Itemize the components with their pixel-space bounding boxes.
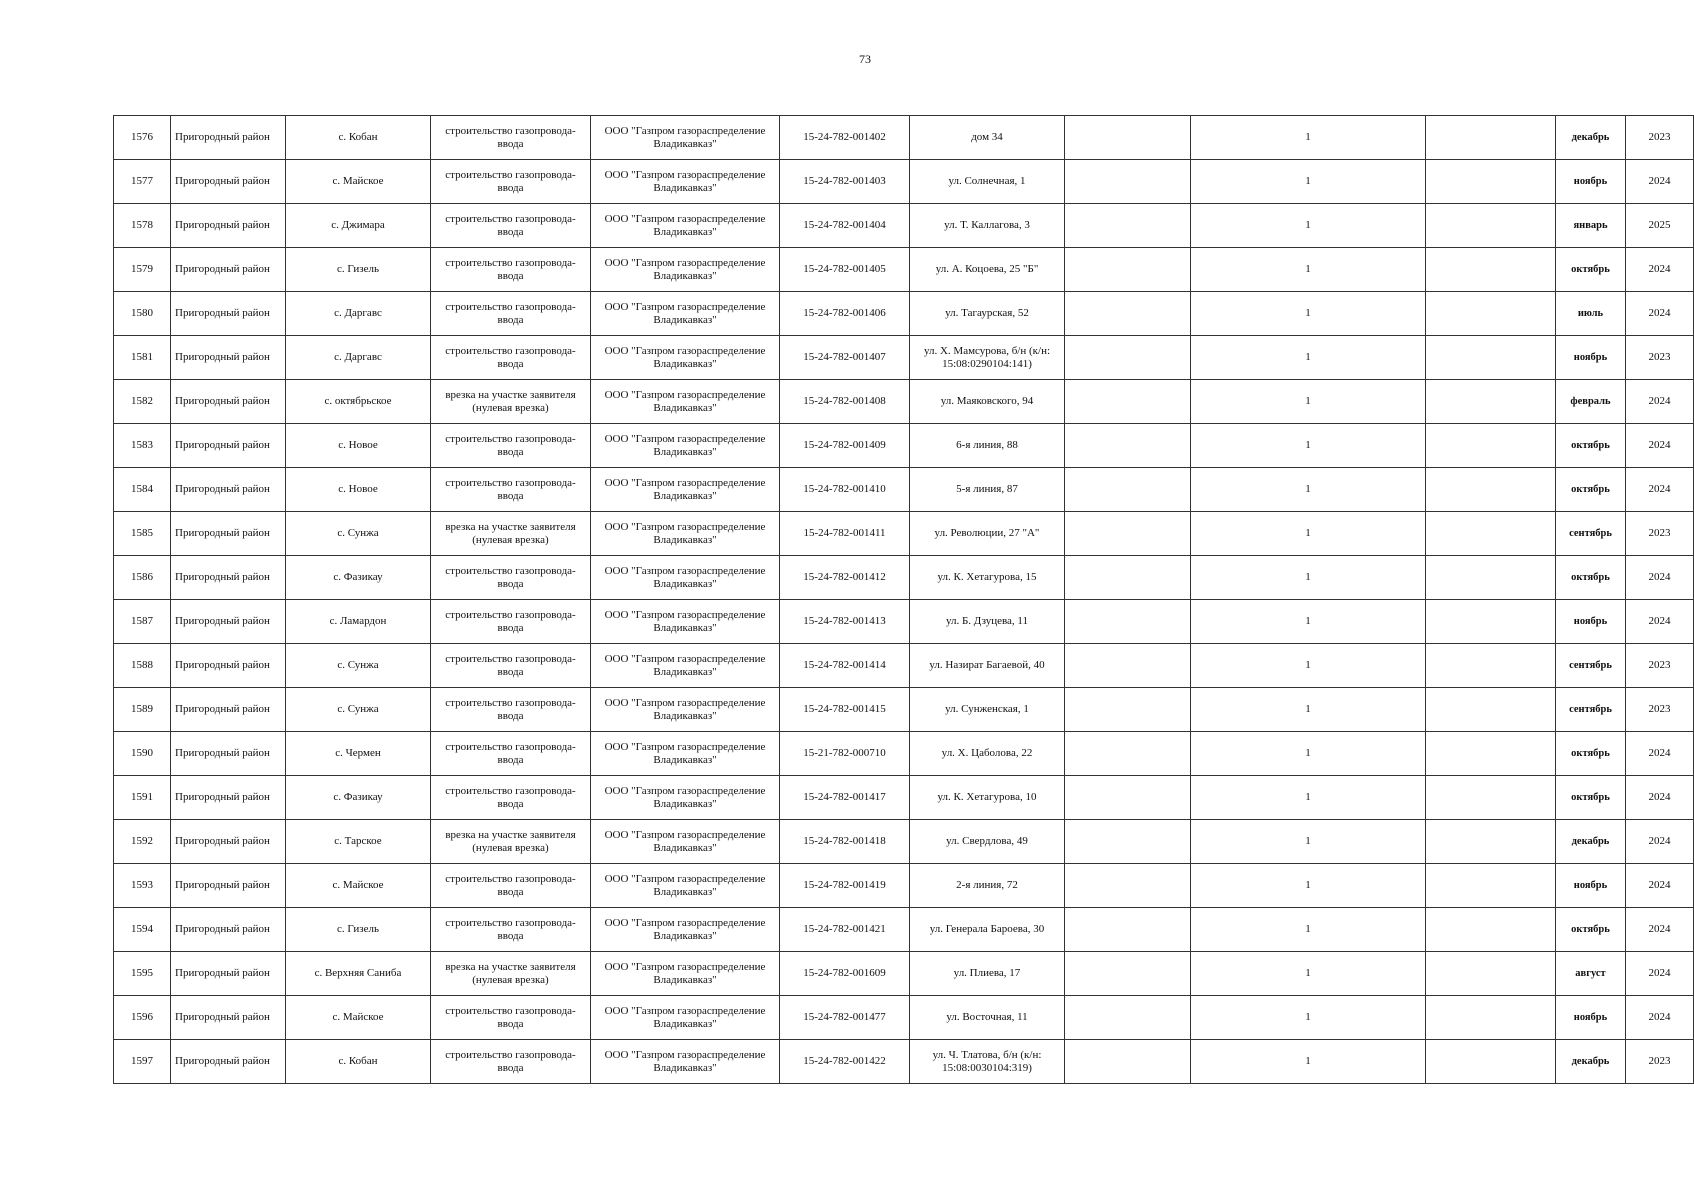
- settlement-cell: с. Майское: [286, 996, 431, 1040]
- table-row: [114, 732, 1694, 776]
- year-cell: 2024: [1626, 292, 1694, 336]
- month-cell: август: [1556, 952, 1626, 996]
- quantity-cell: 1: [1191, 248, 1426, 292]
- application-code-cell: 15-24-782-001419: [780, 864, 910, 908]
- empty-cell: [1426, 776, 1556, 820]
- row-number-cell: 1596: [114, 996, 171, 1040]
- row-number-cell: 1589: [114, 688, 171, 732]
- settlement-cell: с. Гизель: [286, 248, 431, 292]
- year-cell: 2024: [1626, 468, 1694, 512]
- table-row: [114, 600, 1694, 644]
- empty-cell: [1426, 512, 1556, 556]
- district-cell: Пригородный район: [171, 204, 286, 248]
- table-body: [114, 116, 1694, 1084]
- empty-cell: [1426, 688, 1556, 732]
- district-cell: Пригородный район: [171, 380, 286, 424]
- address-cell: 5-я линия, 87: [910, 468, 1065, 512]
- year-cell: 2024: [1626, 600, 1694, 644]
- table-row: [114, 952, 1694, 996]
- district-cell: Пригородный район: [171, 512, 286, 556]
- empty-cell: [1065, 512, 1191, 556]
- year-cell: 2023: [1626, 512, 1694, 556]
- settlement-cell: с. Джимара: [286, 204, 431, 248]
- row-number-cell: 1576: [114, 116, 171, 160]
- data-table: [113, 115, 1694, 1084]
- empty-cell: [1426, 160, 1556, 204]
- quantity-cell: 1: [1191, 644, 1426, 688]
- month-cell: сентябрь: [1556, 644, 1626, 688]
- district-cell: Пригородный район: [171, 688, 286, 732]
- quantity-cell: 1: [1191, 908, 1426, 952]
- table-row: [114, 996, 1694, 1040]
- quantity-cell: 1: [1191, 336, 1426, 380]
- month-cell: декабрь: [1556, 1040, 1626, 1084]
- year-cell: 2024: [1626, 776, 1694, 820]
- address-cell: ул. Сунженская, 1: [910, 688, 1065, 732]
- month-cell: октябрь: [1556, 776, 1626, 820]
- month-cell: октябрь: [1556, 468, 1626, 512]
- address-cell: ул. Солнечная, 1: [910, 160, 1065, 204]
- settlement-cell: с. октябрьское: [286, 380, 431, 424]
- quantity-cell: 1: [1191, 424, 1426, 468]
- empty-cell: [1426, 996, 1556, 1040]
- table-row: [114, 204, 1694, 248]
- empty-cell: [1065, 952, 1191, 996]
- application-code-cell: 15-24-782-001477: [780, 996, 910, 1040]
- application-code-cell: 15-24-782-001422: [780, 1040, 910, 1084]
- empty-cell: [1065, 908, 1191, 952]
- settlement-cell: с. Фазикау: [286, 556, 431, 600]
- address-cell: ул. Назират Багаевой, 40: [910, 644, 1065, 688]
- month-cell: сентябрь: [1556, 688, 1626, 732]
- work-type-cell: строительство газопровода-ввода: [431, 424, 591, 468]
- address-cell: ул. Т. Каллагова, 3: [910, 204, 1065, 248]
- empty-cell: [1426, 380, 1556, 424]
- district-cell: Пригородный район: [171, 644, 286, 688]
- quantity-cell: 1: [1191, 160, 1426, 204]
- month-cell: октябрь: [1556, 556, 1626, 600]
- empty-cell: [1426, 908, 1556, 952]
- table-row: [114, 380, 1694, 424]
- district-cell: Пригородный район: [171, 424, 286, 468]
- address-cell: ул. Ч. Тлатова, б/н (к/н: 15:08:0030104:319): [910, 1040, 1065, 1084]
- empty-cell: [1065, 292, 1191, 336]
- district-cell: Пригородный район: [171, 248, 286, 292]
- year-cell: 2023: [1626, 688, 1694, 732]
- row-number-cell: 1586: [114, 556, 171, 600]
- work-type-cell: строительство газопровода-ввода: [431, 908, 591, 952]
- empty-cell: [1426, 952, 1556, 996]
- empty-cell: [1426, 600, 1556, 644]
- month-cell: ноябрь: [1556, 864, 1626, 908]
- organization-cell: ООО "Газпром газораспределение Владикавказ": [591, 116, 780, 160]
- quantity-cell: 1: [1191, 864, 1426, 908]
- work-type-cell: строительство газопровода-ввода: [431, 1040, 591, 1084]
- empty-cell: [1065, 732, 1191, 776]
- month-cell: октябрь: [1556, 732, 1626, 776]
- year-cell: 2024: [1626, 380, 1694, 424]
- row-number-cell: 1577: [114, 160, 171, 204]
- row-number-cell: 1584: [114, 468, 171, 512]
- empty-cell: [1065, 380, 1191, 424]
- application-code-cell: 15-24-782-001404: [780, 204, 910, 248]
- year-cell: 2024: [1626, 820, 1694, 864]
- settlement-cell: с. Кобан: [286, 116, 431, 160]
- empty-cell: [1065, 996, 1191, 1040]
- district-cell: Пригородный район: [171, 864, 286, 908]
- row-number-cell: 1592: [114, 820, 171, 864]
- application-code-cell: 15-24-782-001411: [780, 512, 910, 556]
- table-row: [114, 864, 1694, 908]
- quantity-cell: 1: [1191, 556, 1426, 600]
- page-number: 73: [859, 52, 871, 66]
- address-cell: ул. Генерала Бароева, 30: [910, 908, 1065, 952]
- empty-cell: [1426, 336, 1556, 380]
- table-row: [114, 292, 1694, 336]
- month-cell: ноябрь: [1556, 600, 1626, 644]
- organization-cell: ООО "Газпром газораспределение Владикавказ": [591, 468, 780, 512]
- work-type-cell: строительство газопровода-ввода: [431, 600, 591, 644]
- work-type-cell: врезка на участке заявителя (нулевая врезка): [431, 512, 591, 556]
- year-cell: 2024: [1626, 996, 1694, 1040]
- settlement-cell: с. Ламардон: [286, 600, 431, 644]
- year-cell: 2023: [1626, 116, 1694, 160]
- empty-cell: [1426, 732, 1556, 776]
- application-code-cell: 15-24-782-001410: [780, 468, 910, 512]
- empty-cell: [1065, 204, 1191, 248]
- work-type-cell: строительство газопровода-ввода: [431, 644, 591, 688]
- district-cell: Пригородный район: [171, 820, 286, 864]
- address-cell: ул. Восточная, 11: [910, 996, 1065, 1040]
- month-cell: ноябрь: [1556, 996, 1626, 1040]
- month-cell: июль: [1556, 292, 1626, 336]
- address-cell: 2-я линия, 72: [910, 864, 1065, 908]
- district-cell: Пригородный район: [171, 160, 286, 204]
- settlement-cell: с. Сунжа: [286, 644, 431, 688]
- settlement-cell: с. Кобан: [286, 1040, 431, 1084]
- table-row: [114, 424, 1694, 468]
- empty-cell: [1065, 424, 1191, 468]
- empty-cell: [1065, 864, 1191, 908]
- organization-cell: ООО "Газпром газораспределение Владикавказ": [591, 248, 780, 292]
- year-cell: 2023: [1626, 336, 1694, 380]
- quantity-cell: 1: [1191, 600, 1426, 644]
- settlement-cell: с. Даргавс: [286, 336, 431, 380]
- table-row: [114, 688, 1694, 732]
- work-type-cell: строительство газопровода-ввода: [431, 688, 591, 732]
- row-number-cell: 1594: [114, 908, 171, 952]
- table-row: [114, 1040, 1694, 1084]
- work-type-cell: строительство газопровода-ввода: [431, 336, 591, 380]
- empty-cell: [1426, 204, 1556, 248]
- empty-cell: [1065, 1040, 1191, 1084]
- quantity-cell: 1: [1191, 468, 1426, 512]
- application-code-cell: 15-24-782-001406: [780, 292, 910, 336]
- address-cell: ул. А. Коцоева, 25 "Б": [910, 248, 1065, 292]
- row-number-cell: 1590: [114, 732, 171, 776]
- quantity-cell: 1: [1191, 512, 1426, 556]
- row-number-cell: 1593: [114, 864, 171, 908]
- organization-cell: ООО "Газпром газораспределение Владикавказ": [591, 1040, 780, 1084]
- settlement-cell: с. Майское: [286, 160, 431, 204]
- row-number-cell: 1588: [114, 644, 171, 688]
- application-code-cell: 15-24-782-001418: [780, 820, 910, 864]
- work-type-cell: строительство газопровода-ввода: [431, 556, 591, 600]
- empty-cell: [1065, 160, 1191, 204]
- district-cell: Пригородный район: [171, 732, 286, 776]
- work-type-cell: врезка на участке заявителя (нулевая врезка): [431, 820, 591, 864]
- district-cell: Пригородный район: [171, 468, 286, 512]
- year-cell: 2024: [1626, 424, 1694, 468]
- table-row: [114, 556, 1694, 600]
- address-cell: ул. Маяковского, 94: [910, 380, 1065, 424]
- work-type-cell: строительство газопровода-ввода: [431, 248, 591, 292]
- application-code-cell: 15-24-782-001403: [780, 160, 910, 204]
- empty-cell: [1065, 556, 1191, 600]
- empty-cell: [1426, 820, 1556, 864]
- district-cell: Пригородный район: [171, 1040, 286, 1084]
- row-number-cell: 1597: [114, 1040, 171, 1084]
- application-code-cell: 15-24-782-001414: [780, 644, 910, 688]
- application-code-cell: 15-24-782-001417: [780, 776, 910, 820]
- application-code-cell: 15-24-782-001412: [780, 556, 910, 600]
- month-cell: декабрь: [1556, 116, 1626, 160]
- quantity-cell: 1: [1191, 952, 1426, 996]
- application-code-cell: 15-24-782-001413: [780, 600, 910, 644]
- address-cell: ул. Революции, 27 "А": [910, 512, 1065, 556]
- settlement-cell: с. Фазикау: [286, 776, 431, 820]
- organization-cell: ООО "Газпром газораспределение Владикавказ": [591, 424, 780, 468]
- year-cell: 2023: [1626, 644, 1694, 688]
- settlement-cell: с. Гизель: [286, 908, 431, 952]
- settlement-cell: с. Новое: [286, 468, 431, 512]
- quantity-cell: 1: [1191, 776, 1426, 820]
- empty-cell: [1426, 864, 1556, 908]
- organization-cell: ООО "Газпром газораспределение Владикавказ": [591, 512, 780, 556]
- year-cell: 2023: [1626, 1040, 1694, 1084]
- application-code-cell: 15-21-782-000710: [780, 732, 910, 776]
- district-cell: Пригородный район: [171, 908, 286, 952]
- work-type-cell: врезка на участке заявителя (нулевая врезка): [431, 380, 591, 424]
- empty-cell: [1065, 248, 1191, 292]
- settlement-cell: с. Тарское: [286, 820, 431, 864]
- work-type-cell: строительство газопровода-ввода: [431, 116, 591, 160]
- settlement-cell: с. Чермен: [286, 732, 431, 776]
- work-type-cell: строительство газопровода-ввода: [431, 204, 591, 248]
- application-code-cell: 15-24-782-001609: [780, 952, 910, 996]
- address-cell: ул. К. Хетагурова, 15: [910, 556, 1065, 600]
- month-cell: ноябрь: [1556, 160, 1626, 204]
- table-row: [114, 776, 1694, 820]
- organization-cell: ООО "Газпром газораспределение Владикавказ": [591, 996, 780, 1040]
- district-cell: Пригородный район: [171, 292, 286, 336]
- organization-cell: ООО "Газпром газораспределение Владикавказ": [591, 864, 780, 908]
- address-cell: ул. К. Хетагурова, 10: [910, 776, 1065, 820]
- row-number-cell: 1581: [114, 336, 171, 380]
- settlement-cell: с. Новое: [286, 424, 431, 468]
- work-type-cell: строительство газопровода-ввода: [431, 160, 591, 204]
- row-number-cell: 1582: [114, 380, 171, 424]
- year-cell: 2025: [1626, 204, 1694, 248]
- district-cell: Пригородный район: [171, 116, 286, 160]
- work-type-cell: врезка на участке заявителя (нулевая врезка): [431, 952, 591, 996]
- organization-cell: ООО "Газпром газораспределение Владикавказ": [591, 776, 780, 820]
- organization-cell: ООО "Газпром газораспределение Владикавказ": [591, 688, 780, 732]
- work-type-cell: строительство газопровода-ввода: [431, 864, 591, 908]
- row-number-cell: 1591: [114, 776, 171, 820]
- row-number-cell: 1579: [114, 248, 171, 292]
- month-cell: январь: [1556, 204, 1626, 248]
- settlement-cell: с. Майское: [286, 864, 431, 908]
- table-row: [114, 644, 1694, 688]
- district-cell: Пригородный район: [171, 336, 286, 380]
- empty-cell: [1426, 116, 1556, 160]
- empty-cell: [1065, 336, 1191, 380]
- row-number-cell: 1585: [114, 512, 171, 556]
- work-type-cell: строительство газопровода-ввода: [431, 468, 591, 512]
- month-cell: ноябрь: [1556, 336, 1626, 380]
- settlement-cell: с. Даргавс: [286, 292, 431, 336]
- empty-cell: [1065, 820, 1191, 864]
- year-cell: 2024: [1626, 864, 1694, 908]
- table-row: [114, 820, 1694, 864]
- application-code-cell: 15-24-782-001415: [780, 688, 910, 732]
- empty-cell: [1426, 424, 1556, 468]
- empty-cell: [1065, 776, 1191, 820]
- address-cell: ул. Плиева, 17: [910, 952, 1065, 996]
- year-cell: 2024: [1626, 952, 1694, 996]
- year-cell: 2024: [1626, 908, 1694, 952]
- month-cell: сентябрь: [1556, 512, 1626, 556]
- address-cell: ул. Х. Цаболова, 22: [910, 732, 1065, 776]
- organization-cell: ООО "Газпром газораспределение Владикавказ": [591, 732, 780, 776]
- row-number-cell: 1587: [114, 600, 171, 644]
- application-code-cell: 15-24-782-001409: [780, 424, 910, 468]
- organization-cell: ООО "Газпром газораспределение Владикавказ": [591, 204, 780, 248]
- empty-cell: [1426, 292, 1556, 336]
- application-code-cell: 15-24-782-001421: [780, 908, 910, 952]
- table-row: [114, 160, 1694, 204]
- settlement-cell: с. Сунжа: [286, 688, 431, 732]
- quantity-cell: 1: [1191, 732, 1426, 776]
- row-number-cell: 1578: [114, 204, 171, 248]
- work-type-cell: строительство газопровода-ввода: [431, 292, 591, 336]
- quantity-cell: 1: [1191, 204, 1426, 248]
- table-row: [114, 116, 1694, 160]
- empty-cell: [1426, 468, 1556, 512]
- organization-cell: ООО "Газпром газораспределение Владикавказ": [591, 292, 780, 336]
- application-code-cell: 15-24-782-001405: [780, 248, 910, 292]
- organization-cell: ООО "Газпром газораспределение Владикавказ": [591, 160, 780, 204]
- address-cell: ул. Свердлова, 49: [910, 820, 1065, 864]
- month-cell: октябрь: [1556, 424, 1626, 468]
- empty-cell: [1065, 688, 1191, 732]
- quantity-cell: 1: [1191, 1040, 1426, 1084]
- year-cell: 2024: [1626, 160, 1694, 204]
- organization-cell: ООО "Газпром газораспределение Владикавказ": [591, 380, 780, 424]
- organization-cell: ООО "Газпром газораспределение Владикавказ": [591, 644, 780, 688]
- organization-cell: ООО "Газпром газораспределение Владикавказ": [591, 820, 780, 864]
- empty-cell: [1426, 556, 1556, 600]
- quantity-cell: 1: [1191, 820, 1426, 864]
- table-row: [114, 248, 1694, 292]
- row-number-cell: 1580: [114, 292, 171, 336]
- table-row: [114, 908, 1694, 952]
- empty-cell: [1065, 468, 1191, 512]
- year-cell: 2024: [1626, 732, 1694, 776]
- organization-cell: ООО "Газпром газораспределение Владикавказ": [591, 908, 780, 952]
- application-code-cell: 15-24-782-001408: [780, 380, 910, 424]
- application-code-cell: 15-24-782-001407: [780, 336, 910, 380]
- address-cell: ул. Х. Мамсурова, б/н (к/н: 15:08:0290104:141): [910, 336, 1065, 380]
- district-cell: Пригородный район: [171, 556, 286, 600]
- quantity-cell: 1: [1191, 380, 1426, 424]
- month-cell: октябрь: [1556, 248, 1626, 292]
- month-cell: февраль: [1556, 380, 1626, 424]
- month-cell: октябрь: [1556, 908, 1626, 952]
- address-cell: ул. Тагаурская, 52: [910, 292, 1065, 336]
- settlement-cell: с. Верхняя Саниба: [286, 952, 431, 996]
- organization-cell: ООО "Газпром газораспределение Владикавказ": [591, 336, 780, 380]
- district-cell: Пригородный район: [171, 952, 286, 996]
- settlement-cell: с. Сунжа: [286, 512, 431, 556]
- row-number-cell: 1595: [114, 952, 171, 996]
- work-type-cell: строительство газопровода-ввода: [431, 732, 591, 776]
- row-number-cell: 1583: [114, 424, 171, 468]
- quantity-cell: 1: [1191, 688, 1426, 732]
- work-type-cell: строительство газопровода-ввода: [431, 776, 591, 820]
- table-row: [114, 468, 1694, 512]
- empty-cell: [1065, 600, 1191, 644]
- quantity-cell: 1: [1191, 292, 1426, 336]
- empty-cell: [1426, 644, 1556, 688]
- organization-cell: ООО "Газпром газораспределение Владикавказ": [591, 600, 780, 644]
- empty-cell: [1426, 1040, 1556, 1084]
- district-cell: Пригородный район: [171, 996, 286, 1040]
- table-row: [114, 512, 1694, 556]
- year-cell: 2024: [1626, 556, 1694, 600]
- month-cell: декабрь: [1556, 820, 1626, 864]
- organization-cell: ООО "Газпром газораспределение Владикавказ": [591, 952, 780, 996]
- year-cell: 2024: [1626, 248, 1694, 292]
- address-cell: ул. Б. Дзуцева, 11: [910, 600, 1065, 644]
- application-code-cell: 15-24-782-001402: [780, 116, 910, 160]
- quantity-cell: 1: [1191, 996, 1426, 1040]
- address-cell: 6-я линия, 88: [910, 424, 1065, 468]
- district-cell: Пригородный район: [171, 776, 286, 820]
- empty-cell: [1065, 116, 1191, 160]
- address-cell: дом 34: [910, 116, 1065, 160]
- table-row: [114, 336, 1694, 380]
- empty-cell: [1065, 644, 1191, 688]
- organization-cell: ООО "Газпром газораспределение Владикавказ": [591, 556, 780, 600]
- district-cell: Пригородный район: [171, 600, 286, 644]
- empty-cell: [1426, 248, 1556, 292]
- quantity-cell: 1: [1191, 116, 1426, 160]
- work-type-cell: строительство газопровода-ввода: [431, 996, 591, 1040]
